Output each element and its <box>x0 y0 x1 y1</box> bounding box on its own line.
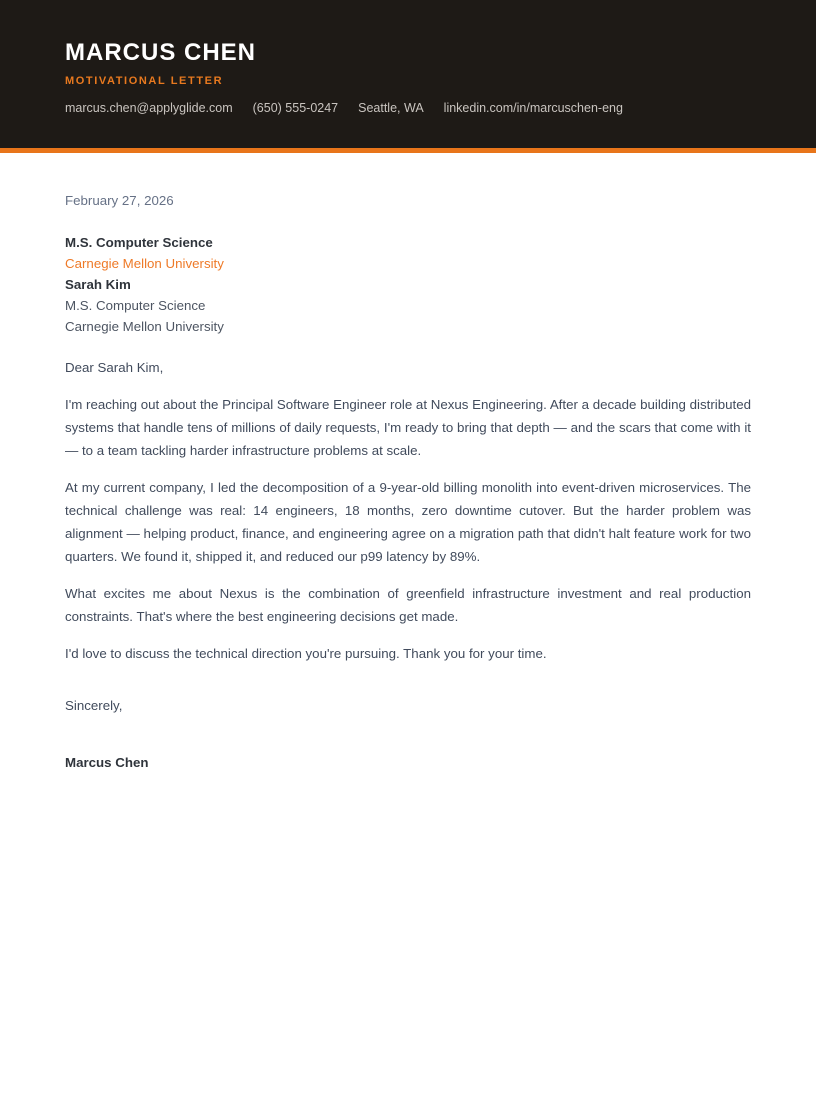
contact-email: marcus.chen@applyglide.com <box>65 101 233 115</box>
contact-linkedin: linkedin.com/in/marcuschen-eng <box>443 101 623 115</box>
page-title: MARCUS CHEN <box>65 39 256 66</box>
letter-paragraph: I'd love to discuss the technical direction you're pursuing. Thank you for your time. <box>65 646 547 661</box>
letter-paragraph: At my current company, I led the decomposition of a 9-year-old billing monolith into event-driven microservices. The technical challenge was real: 14 engineers, 18 months, zero downtime cutover. But the harder problem was alignment — helping product, finance, and engineering agree on a migration path that didn't halt feature work for two quarters. We found it, shipped it, and reduced our p99 latency by 89%. <box>65 480 751 564</box>
signature-name: Marcus Chen <box>65 755 149 770</box>
letter-date: February 27, 2026 <box>65 193 174 208</box>
letter-paragraph: What excites me about Nexus is the combination of greenfield infrastructure investment and real production constraints. That's where the best engineering decisions get made. <box>65 586 751 624</box>
document-type-label: MOTIVATIONAL LETTER <box>65 75 224 87</box>
letter-paragraph: I'm reaching out about the Principal Software Engineer role at Nexus Engineering. After a decade building distributed systems that handle tens of millions of daily requests, I'm ready to bring that depth — and the scars that come with it — to a team tackling harder infrastructure problems at scale. <box>65 397 751 458</box>
contact-location: Seattle, WA <box>358 101 424 115</box>
salutation: Dear Sarah Kim, <box>65 360 164 375</box>
recipient-degree: M.S. Computer Science <box>65 298 206 313</box>
recipient-university: Carnegie Mellon University <box>65 319 224 334</box>
letter-body <box>0 153 816 774</box>
contact-phone: (650) 555-0247 <box>252 101 339 115</box>
letter-header <box>0 0 816 153</box>
recipient-block <box>65 232 751 337</box>
closing-line: Sincerely, <box>65 698 123 713</box>
recipient-name: Sarah Kim <box>65 277 131 292</box>
recipient-university-link[interactable]: Carnegie Mellon University <box>65 256 224 271</box>
contact-row <box>65 101 751 115</box>
recipient-degree-bold: M.S. Computer Science <box>65 235 213 250</box>
